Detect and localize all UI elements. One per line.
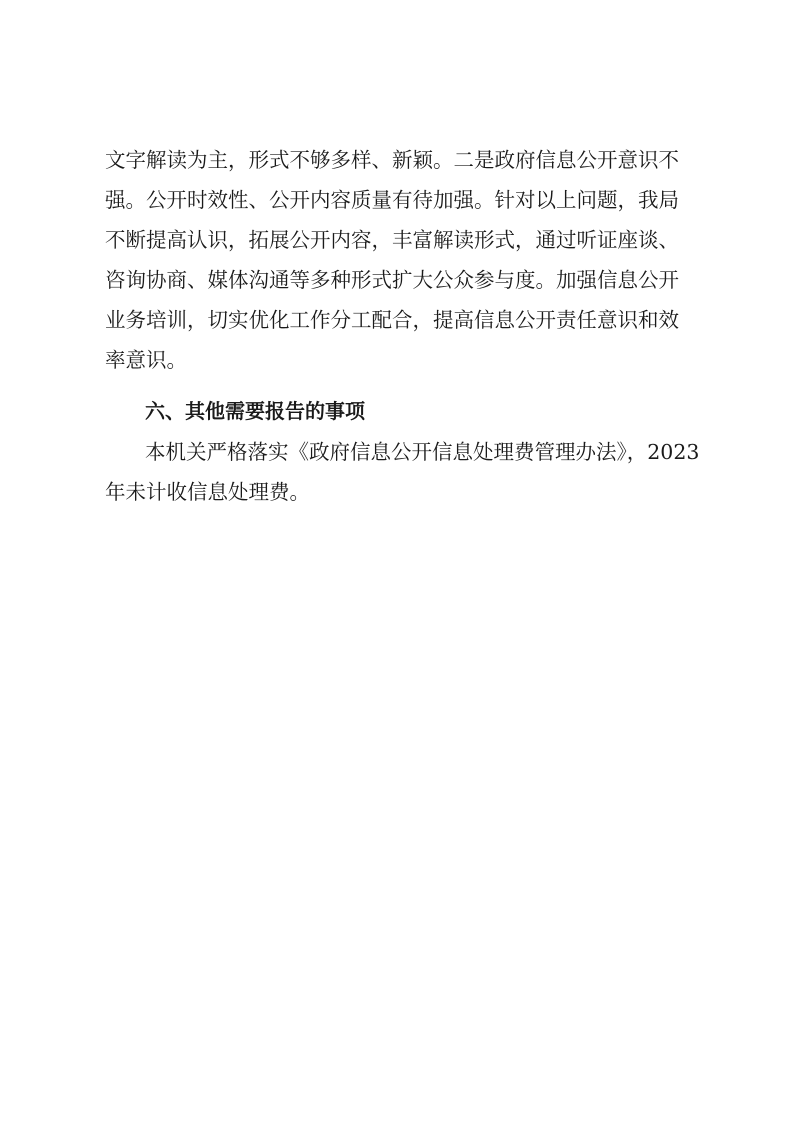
paragraph-2-line-2: 年未计收信息处理费。: [105, 480, 310, 504]
paragraph-1-line-5: 业务培训，切实优化工作分工配合，提高信息公开责任意识和效: [105, 308, 679, 332]
section-heading: 六、其他需要报告的事项: [145, 399, 365, 423]
paragraph-1-line-6: 率意识。: [105, 348, 187, 372]
paragraph-2-line-1: 本机关严格落实《政府信息公开信息处理费管理办法》，2023: [145, 440, 700, 464]
paragraph-1-line-3: 不断提高认识，拓展公开内容，丰富解读形式，通过听证座谈、: [105, 228, 679, 252]
paragraph-1-line-1: 文字解读为主，形式不够多样、新颖。二是政府信息公开意识不: [105, 148, 679, 172]
paragraph-1-line-4: 咨询协商、媒体沟通等多种形式扩大公众参与度。加强信息公开: [105, 268, 679, 292]
paragraph-1-line-2: 强。公开时效性、公开内容质量有待加强。针对以上问题，我局: [105, 188, 679, 212]
